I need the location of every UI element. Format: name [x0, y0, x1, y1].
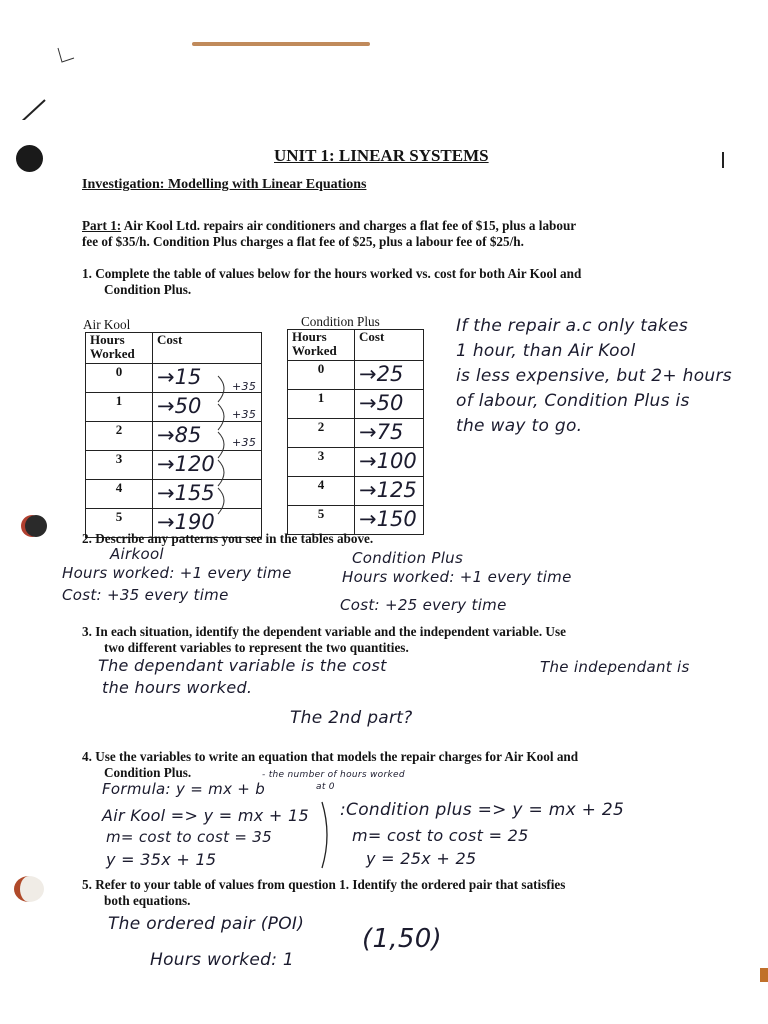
- air-kool-hours: 0: [86, 364, 153, 393]
- air-kool-header-hours: Hours Worked: [86, 333, 153, 364]
- q1-note-line: If the repair a.c only takes: [456, 316, 689, 336]
- condition-plus-cost: →25: [359, 362, 404, 386]
- page-subtitle: Investigation: Modelling with Linear Equations: [82, 177, 367, 192]
- q5-answer-line: Hours worked: 1: [150, 950, 295, 970]
- condition-plus-cost: →75: [359, 420, 404, 444]
- question-3-number: 3.: [82, 624, 92, 639]
- condition-plus-hours: 1: [288, 390, 355, 419]
- q2-answer-right-line: Hours worked: +1 every time: [342, 568, 572, 586]
- q2-answer-left-line: Hours worked: +1 every time: [62, 564, 292, 582]
- q1-note-line: is less expensive, but 2+ hours: [456, 366, 732, 386]
- condition-plus-caption: Condition Plus: [301, 314, 380, 329]
- page-title: UNIT 1: LINEAR SYSTEMS: [274, 146, 489, 165]
- part1-text-line1: Air Kool Ltd. repairs air conditioners and charges a flat fee of $15, plus a labour: [121, 218, 577, 233]
- question-5-line2: both equations.: [104, 893, 191, 908]
- condition-plus-header-cost: Cost: [355, 330, 424, 361]
- condition-plus-cost: →50: [359, 391, 404, 415]
- question-3-line1: In each situation, identify the dependent variable and the independent variable. Use: [95, 624, 566, 639]
- question-5-number: 5.: [82, 877, 92, 892]
- difference-label: +35: [232, 436, 257, 449]
- condition-plus-hours: 2: [288, 419, 355, 448]
- condition-plus-cost: →150: [359, 507, 417, 531]
- q4-air-kool-line: Air Kool => y = mx + 15: [102, 806, 309, 825]
- question-2-text: Describe any patterns you see in the tables above.: [95, 531, 374, 546]
- air-kool-cost: →50: [157, 394, 202, 418]
- condition-plus-header-hours: Hours Worked: [288, 330, 355, 361]
- corner-tab: [760, 968, 768, 982]
- part1-label: Part 1:: [82, 218, 122, 233]
- air-kool-cost: →15: [157, 365, 202, 389]
- air-kool-cost: →120: [157, 452, 215, 476]
- q4-note: - the number of hours worked: [262, 770, 405, 780]
- q3-answer-line: The dependant variable is the cost: [98, 656, 387, 675]
- q3-answer-line: the hours worked.: [102, 678, 253, 697]
- q4-condition-plus-line: :Condition plus => y = mx + 25: [340, 800, 625, 820]
- difference-label: +35: [232, 380, 257, 393]
- q5-ordered-pair: (1,50): [362, 924, 442, 954]
- question-1-number: 1.: [82, 266, 92, 281]
- air-kool-cost: →155: [157, 481, 215, 505]
- air-kool-hours: 1: [86, 393, 153, 422]
- condition-plus-hours: 4: [288, 477, 355, 506]
- question-5: [82, 877, 722, 909]
- q3-answer-line: The 2nd part?: [290, 708, 413, 728]
- question-1-line2: Condition Plus.: [104, 282, 192, 297]
- question-5-line1: Refer to your table of values from question 1. Identify the ordered pair that satisfies: [95, 877, 566, 892]
- air-kool-hours: 2: [86, 422, 153, 451]
- q1-note-line: of labour, Condition Plus is: [456, 391, 690, 411]
- q4-formula: Formula: y = mx + b: [102, 780, 266, 798]
- question-1-line1: Complete the table of values below for the hours worked vs. cost for both Air Kool and: [95, 266, 582, 281]
- question-3-line2: two different variables to represent the two quantities.: [104, 640, 409, 655]
- question-2-number: 2.: [82, 531, 92, 546]
- question-3: [82, 624, 722, 656]
- q3-answer-line: The independant is: [540, 658, 690, 676]
- condition-plus-hours: 3: [288, 448, 355, 477]
- difference-label: +35: [232, 408, 257, 421]
- q2-answer-right-title: Condition Plus: [352, 549, 464, 567]
- q1-note: [456, 314, 732, 439]
- top-edge-strip: [192, 42, 370, 46]
- q4-divider-bracket: [318, 800, 338, 870]
- q5-answer-line: The ordered pair (POI): [108, 914, 305, 934]
- question-4-number: 4.: [82, 749, 92, 764]
- condition-plus-hours: 0: [288, 361, 355, 390]
- air-kool-cost: →190: [157, 510, 215, 534]
- q1-note-line: 1 hour, than Air Kool: [456, 341, 636, 361]
- condition-plus-cost: →100: [359, 449, 417, 473]
- right-margin-mark: [722, 152, 724, 168]
- q4-note: at 0: [316, 782, 335, 792]
- hole-punch-bottom: [14, 876, 44, 902]
- q4-condition-plus-line: y = 25x + 25: [366, 849, 477, 868]
- air-kool-hours: 4: [86, 480, 153, 509]
- question-4-line1: Use the variables to write an equation that models the repair charges for Air Kool and: [95, 749, 579, 764]
- q1-note-line: the way to go.: [456, 416, 583, 436]
- air-kool-cost: →85: [157, 423, 202, 447]
- part1-text-line2: fee of $35/h. Condition Plus charges a flat fee of $25, plus a labour fee of $25/h.: [82, 234, 524, 249]
- air-kool-caption: Air Kool: [83, 317, 131, 332]
- air-kool-header-cost: Cost: [153, 333, 262, 364]
- q2-answer-right-line: Cost: +25 every time: [340, 596, 507, 614]
- condition-plus-table: [287, 329, 424, 535]
- q4-air-kool-line: m= cost to cost = 35: [106, 828, 272, 846]
- hole-punch-middle: [25, 515, 47, 537]
- q2-answer-left-line: Cost: +35 every time: [62, 586, 229, 604]
- part1-intro: [82, 218, 722, 250]
- air-kool-hours: 3: [86, 451, 153, 480]
- q4-condition-plus-line: m= cost to cost = 25: [352, 826, 529, 845]
- air-kool-hours: 5: [86, 509, 153, 538]
- hole-punch-top: [16, 145, 43, 172]
- question-4-line2: Condition Plus.: [104, 765, 192, 780]
- condition-plus-cost: →125: [359, 478, 417, 502]
- q4-air-kool-line: y = 35x + 15: [106, 850, 217, 869]
- condition-plus-hours: 5: [288, 506, 355, 535]
- question-1: [82, 266, 722, 298]
- q2-answer-left-title: Airkool: [110, 545, 164, 563]
- stray-pencil-marks: [0, 40, 90, 120]
